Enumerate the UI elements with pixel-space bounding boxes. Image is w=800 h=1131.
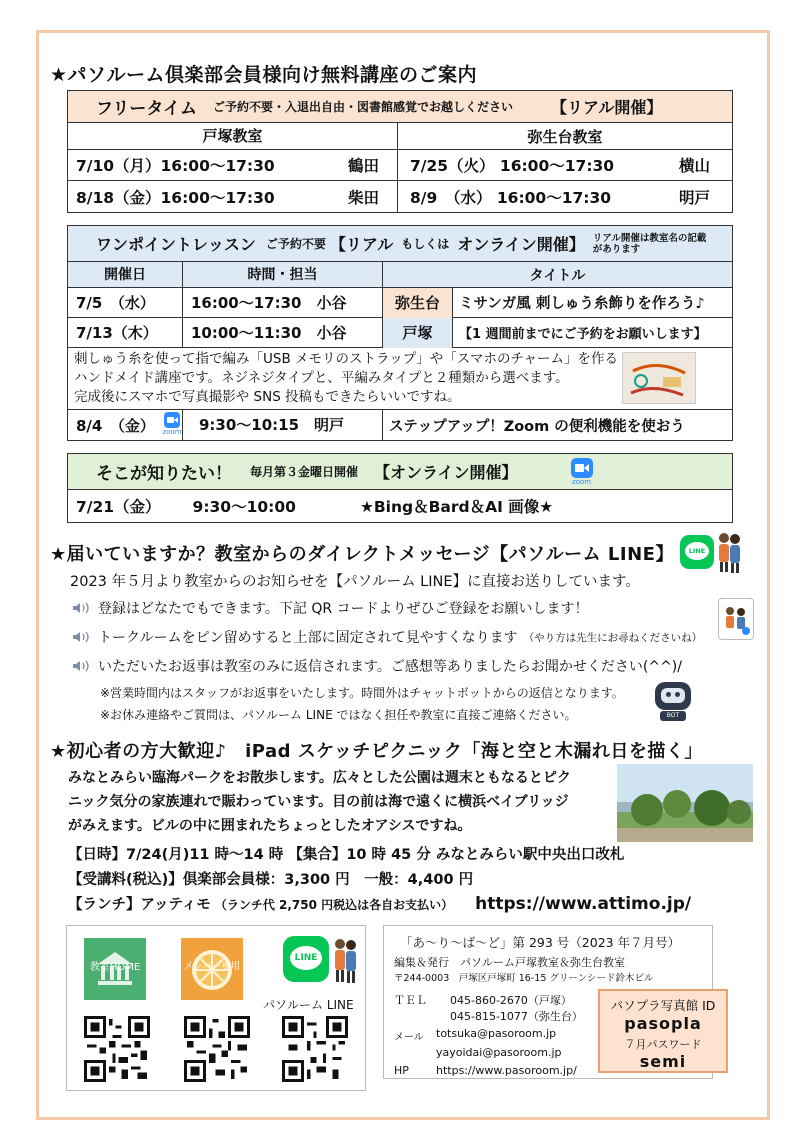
tel-totsuka: 045-860-2670（戸塚） [450,994,572,1007]
section-line-title: ★届いていますか？教室からのダイレクトメッセージ【パソルーム LINE】 [50,544,674,565]
soko-header [68,454,732,490]
hp-url[interactable]: https://www.pasoroom.jp/ [436,1064,577,1077]
home-link-icon[interactable]: 教室HOME [84,938,146,1000]
column-totsuka: 戸塚教室 [68,123,398,150]
one-point-tag: 【リアル [329,235,394,254]
lesson-description [68,348,732,410]
line-point [70,627,702,647]
soko-title: ★Bing＆Bard＆AI 画像★ [359,498,554,516]
column-yayoidai: 弥生台教室 [527,127,603,146]
staff-illustration [716,530,742,574]
free-b-teacher: 明戸 [678,188,710,207]
one-point-tag-mid: もしくは [401,237,450,251]
lesson-desc-line: ハンドメイド講座です。ネジネジタイプと、平編みタイプと２種類から選べます。 [74,370,569,386]
free-time-row [68,150,732,181]
ipad-fee: 【受講料(税込)】倶楽部会員様：3,300 円 一般：4,400 円 [68,872,474,888]
ipad-lunch [68,893,691,914]
mail-label: メール [394,1032,424,1043]
free-a-time: 7/10（月）16:00～17:30 [76,157,275,175]
mail-totsuka[interactable]: totsuka@pasoroom.jp [436,1027,557,1040]
lesson-time: 10:00～11:30 小谷 [183,318,383,348]
qr-links-panel [66,925,366,1091]
line-note: ※営業時間内はスタッフがお返事をいたします。時間外はチャットボットからの返信となります。 [100,686,624,700]
line-point-text: いただいたお返事は教室のみに返信されます。ご感想等ありましたらお聞かせください(^^)/ [98,659,682,675]
one-point-row [68,288,732,318]
free-time-row [68,181,732,212]
lesson-title: ステップアップ！Zoom の便利機能を使おう [389,418,685,435]
soko-name: そこが知りたい！ [96,464,232,484]
soko-tag: 【オンライン開催】 [374,463,518,482]
photo-gallery-password-box [598,989,728,1073]
home-qr-code[interactable] [84,1016,150,1082]
free-b-time: 8/9 （水） 16:00～17:30 [410,188,612,207]
password-label: ７月パスワード [624,1038,702,1051]
password: semi [639,1052,687,1071]
soko-time: 9:30～10:00 [192,498,296,516]
free-b-teacher: 横山 [678,157,710,175]
line-phone-illustration [718,598,754,640]
one-point-name: ワンポイントレッスン [96,235,256,254]
line-point [70,656,682,676]
member-qr-code[interactable] [184,1016,250,1082]
section-ipad-title: ★初心者の方大歓迎♪ iPad スケッチピクニック「海と空と木漏れ日を描く」 [50,741,703,762]
section-free-courses-title: ★パソルーム倶楽部会員様向け無料講座のご案内 [50,64,478,86]
ipad-desc-line: みなとみらい臨海パークをお散歩します。広々とした公園は週末ともなるとピク [68,770,571,786]
soko-ga-shiritai-table [67,453,733,523]
park-photo [617,764,753,842]
staff-illustration [332,936,358,984]
ipad-desc-line: ニック気分の家族連れで賑わっています。目の前は海で遠くに横浜ベイブリッジ [68,794,569,810]
ipad-datetime: 【日時】7/24(月)11 時～14 時 【集合】10 時 45 分 みなとみらい駅中央出口改札 [68,847,625,863]
one-point-row [68,410,732,440]
free-time-table [67,90,733,213]
lesson-date: 8/4 （金） [76,416,155,435]
mail-yayoidai[interactable]: yayoidai@pasoroom.jp [436,1046,562,1059]
gallery-id: pasopla [624,1014,702,1033]
column-title: タイトル [529,267,586,284]
one-point-columns [68,262,732,288]
speaker-icon [70,601,92,615]
lesson-note: 【1 週間前までにご予約をお願いします】 [459,327,707,342]
one-point-note: ご予約不要 [265,237,326,251]
line-point [70,598,589,618]
line-app-icon: LINE [680,535,714,569]
tel-yayoidai: 045-815-1077（弥生台） [450,1010,583,1023]
speaker-icon [70,630,92,644]
tel-label: ＴＥＬ [394,994,427,1007]
line-intro: 2023 年５月より教室からのお知らせを【パソルーム LINE】に直接お送りしています。 [70,574,640,590]
hp-label: HP [394,1064,409,1077]
column-time: 時間・担当 [183,262,383,288]
line-link-icon[interactable]: LINE [283,936,329,982]
free-a-time: 8/18（金）16:00～17:30 [76,188,275,207]
lesson-date: 7/5 （水） [68,288,183,318]
lunch-label: 【ランチ】アッティモ [68,897,211,913]
lunch-url[interactable]: https://www.attimo.jp/ [475,894,692,914]
one-point-lesson-table [67,225,733,441]
lesson-title: ミサンガ風 刺しゅう糸飾りを作ろう♪ [459,296,705,312]
speaker-icon [70,659,92,673]
column-date: 開催日 [68,262,183,288]
zoom-icon: zoom [568,458,596,486]
lesson-place: 戸塚 [383,318,453,348]
one-point-header [68,226,732,262]
free-time-note: ご予約不要・入退出自由・図書館感覚でお越しください [212,100,513,114]
lesson-time: 9:30～10:15 明戸 [183,410,383,440]
free-time-tag: 【リアル開催】 [551,98,663,117]
misanga-photo [622,352,696,404]
gallery-id-label: パソプラ写真館 ID [610,998,716,1013]
lesson-desc-line: 刺しゅう糸を使って指で編み「USB メモリのストラップ」や「スマホのチャーム」を作る [74,351,619,367]
ipad-description [68,766,571,838]
publisher: 編集＆発行 パソルーム戸塚教室＆弥生台教室 [394,956,625,969]
lesson-time: 16:00～17:30 小谷 [183,288,383,318]
line-point-note: （やり方は先生にお尋ねくださいね） [523,631,703,644]
lesson-place: 弥生台 [383,288,453,318]
soko-note: 毎月第３金曜日開催 [250,465,359,479]
one-point-side-note: リアル開催は教室名の記載があります [592,232,707,255]
line-note: ※お休み連絡やご質問は、パソルーム LINE ではなく担任や教室に直接ご連絡ください。 [100,708,577,722]
free-time-header [68,91,732,123]
lesson-date: 7/13（木） [68,318,183,348]
zoom-icon: zoom [162,412,182,438]
free-a-teacher: 鶴田 [347,157,379,175]
soko-row [68,490,732,522]
free-a-teacher: 柴田 [347,188,379,207]
free-b-time: 7/25（火） 16:00～17:30 [410,157,615,175]
member-link-icon[interactable]: メンバー専用 [181,938,243,1000]
issue-number: 「あ～り～ば～ど」第 293 号（2023 年７月号） [400,935,681,950]
free-time-name: フリータイム [96,99,197,119]
chatbot-icon: BOT [652,678,694,722]
lesson-desc-line: 完成後にスマホで写真撮影や SNS 投稿もできたらいいですね。 [74,389,461,405]
address: 〒244-0003 戸塚区戸塚町 16-15 グリーンシード鈴木ビル [394,973,654,984]
lunch-note: （ランチ代 2,750 円税込は各自お支払い） [214,898,454,912]
ipad-desc-line: がみえます。ビルの中に囲まれたちょっとしたオアシスですね。 [68,818,472,834]
line-point-text: 登録はどなたでもできます。下記 QR コードよりぜひご登録をお願いします！ [98,601,589,617]
one-point-row [68,318,732,348]
line-qr-caption: パソルーム LINE [263,998,354,1012]
line-qr-code[interactable] [282,1016,348,1082]
line-point-text: トークルームをピン留めすると上部に固定されて見やすくなります [98,630,518,646]
soko-date: 7/21（金） [76,498,161,516]
one-point-tag2: オンライン開催】 [457,235,585,254]
free-time-columns [68,123,732,150]
